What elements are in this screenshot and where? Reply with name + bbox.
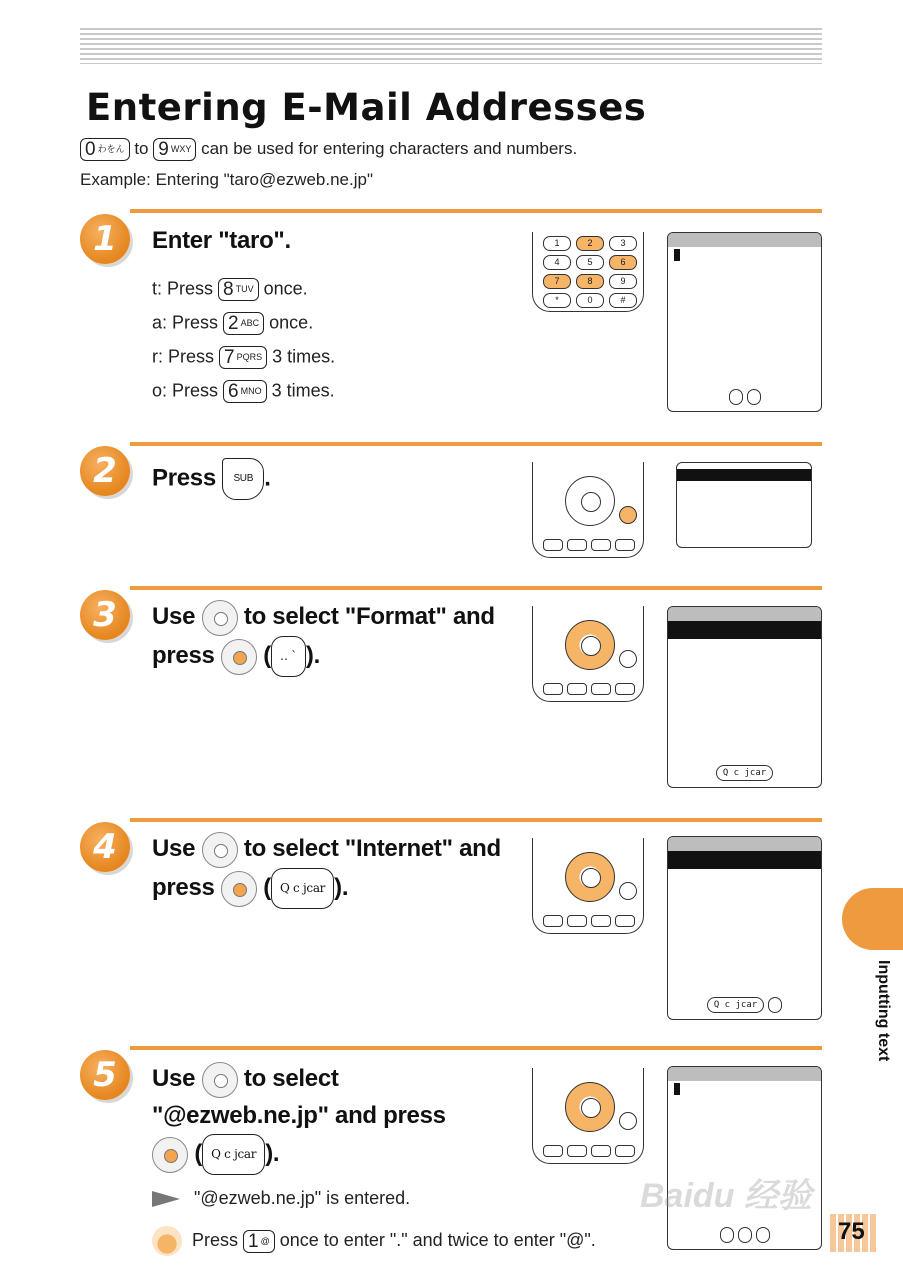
keypad-key: 8 [576, 274, 604, 289]
hand-pointer-icon [152, 1226, 182, 1256]
key-1: 1 @ [243, 1230, 275, 1253]
dpad [565, 476, 615, 526]
center-key-icon [221, 871, 257, 907]
step-3-divider [130, 586, 822, 590]
step-1-divider [130, 209, 822, 213]
key-7: 7 PQRS [219, 346, 267, 369]
header-stripes [80, 28, 822, 64]
key-9: 9 WXY [153, 138, 196, 161]
sub-key: SUB [222, 458, 264, 500]
keypad-key: 4 [543, 255, 571, 270]
phone-keypad-illustration [532, 232, 644, 312]
result-arrow-icon [152, 1191, 180, 1207]
baidu-watermark: Baidu 经验 [640, 1177, 812, 1215]
key-0: 0 わをん [80, 138, 130, 161]
step-1-line-o: o: Press 6 MNO 3 times. [152, 380, 335, 402]
sub-button [619, 882, 637, 900]
phone-dpad-illustration [532, 606, 644, 702]
key-2: 2 ABC [223, 312, 264, 335]
step-1-number: 1 [80, 214, 130, 264]
key-8: 8 TUV [218, 278, 259, 301]
intro-line-1: 0 わをん to 9 WXY can be used for entering characters and numbers. [80, 138, 577, 161]
sub-button [619, 1112, 637, 1130]
text-cursor [674, 249, 680, 261]
section-tab [842, 888, 903, 950]
phone-dpad-illustration [532, 462, 644, 558]
step-1-heading: Enter "taro". [152, 227, 291, 254]
keypad-key: 1 [543, 236, 571, 251]
step-5-line-2: "@ezweb.ne.jp" and press [152, 1102, 446, 1129]
phone-dpad-illustration [532, 1068, 644, 1164]
step-3-line-2: press ( ‥ ` ). [152, 636, 320, 677]
section-label: Inputting text [875, 960, 892, 1062]
keypad-key: 2 [576, 236, 604, 251]
result-line: "@ezweb.ne.jp" is entered. [152, 1188, 410, 1209]
step-5-line-3: ( Q c jcar ). [152, 1134, 279, 1175]
step-1-line-r: r: Press 7 PQRS 3 times. [152, 346, 336, 368]
keypad-key: 9 [609, 274, 637, 289]
key-6: 6 MNO [223, 380, 267, 403]
phone-screen-2 [676, 462, 812, 548]
softkey-label: Q c jcar [271, 868, 334, 909]
step-4-line-1: Use to select "Internet" and [152, 830, 501, 868]
step-3-line-1: Use to select "Format" and [152, 598, 495, 636]
step-2-number: 2 [80, 446, 130, 496]
intro-line-2: Example: Entering "taro@ezweb.ne.jp" [80, 170, 373, 189]
keypad-key: * [543, 293, 571, 308]
step-1-line-t: t: Press 8 TUV once. [152, 278, 308, 300]
phone-screen-5 [667, 1066, 822, 1250]
step-3-number: 3 [80, 590, 130, 640]
navigation-key-icon [202, 1062, 238, 1098]
step-4-divider [130, 818, 822, 822]
keypad-key: 0 [576, 293, 604, 308]
keypad-key: 3 [609, 236, 637, 251]
keypad-key: # [609, 293, 637, 308]
navigation-key-icon [202, 600, 238, 636]
phone-screen-1 [667, 232, 822, 412]
step-2-divider [130, 442, 822, 446]
dpad [565, 620, 615, 670]
step-5-divider [130, 1046, 822, 1050]
dpad [565, 852, 615, 902]
step-5-line-1: Use to select [152, 1060, 339, 1098]
keypad-key: 5 [576, 255, 604, 270]
step-1-line-a: a: Press 2 ABC once. [152, 312, 314, 334]
text-cursor [674, 1083, 680, 1095]
softkey-label: ‥ ` [271, 636, 306, 677]
keypad-key: 6 [609, 255, 637, 270]
softkey-label: Q c jcar [202, 1134, 265, 1175]
phone-screen-4: Q c jcar [667, 836, 822, 1020]
note-line: Press 1 @ once to enter "." and twice to enter "@". [152, 1226, 596, 1256]
sub-button [619, 650, 637, 668]
page-number: 75 [838, 1218, 865, 1245]
dpad [565, 1082, 615, 1132]
phone-screen-3: Q c jcar [667, 606, 822, 788]
keypad-grid [533, 232, 643, 312]
step-2-heading: Press SUB . [152, 458, 271, 500]
step-4-line-2: press ( Q c jcar ). [152, 868, 348, 909]
navigation-key-icon [202, 832, 238, 868]
step-4-number: 4 [80, 822, 130, 872]
phone-dpad-illustration [532, 838, 644, 934]
sub-button [619, 506, 637, 524]
step-5-number: 5 [80, 1050, 130, 1100]
center-key-icon [221, 639, 257, 675]
page-number-box [830, 1214, 876, 1252]
keypad-key: 7 [543, 274, 571, 289]
page-title: Entering E-Mail Addresses [86, 86, 647, 129]
center-key-icon [152, 1137, 188, 1173]
